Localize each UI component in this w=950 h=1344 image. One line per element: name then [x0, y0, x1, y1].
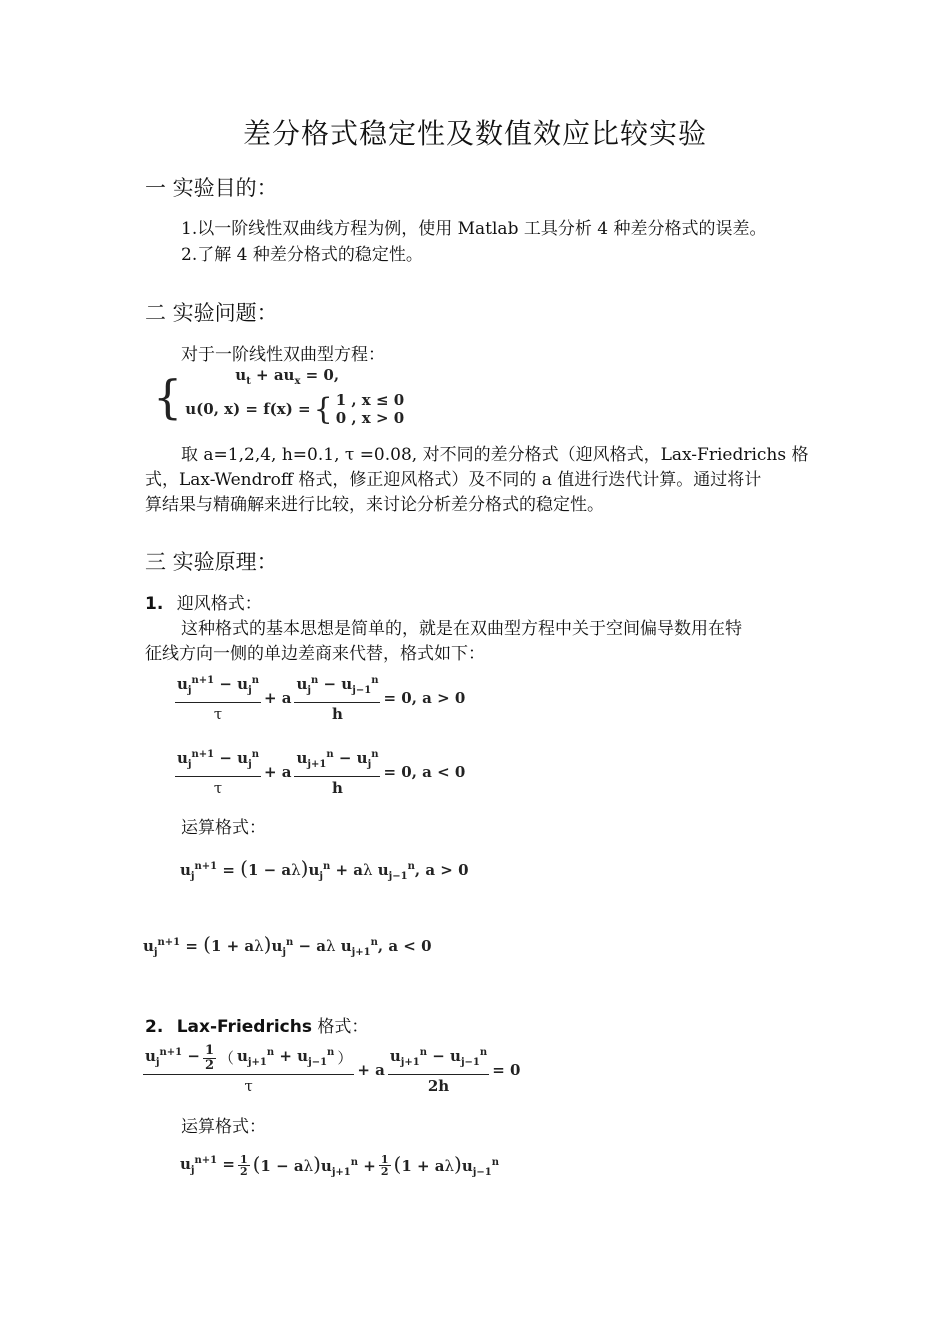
problem-paragraph-line1: 取 a=1,2,4, h=0.1, τ =0.08, 对不同的差分格式（迎风格式，Lax-Friedrichs 格 — [181, 445, 809, 465]
problem-intro: 对于一阶线性双曲型方程： — [181, 345, 385, 365]
equation-system: { $u_t + au_x = 0$, u(0, x) = f(x) = { 1 , x ≤ 0 0 , x > 0 — [153, 366, 405, 427]
sub1-number: 1. — [145, 594, 164, 614]
lax-friedrichs-operation: $u_j^{n+1}$ = $\frac{1}{2}$ $(1 - a\lambda)u_{j+1}^n$ + $\frac{1}{2}$ $(1 + a\lambda)u_{j-1}^n$ — [180, 1152, 499, 1178]
upwind-formula-negative: $\frac{u_j^{n+1} - u_j^n}{\tau}$ + a $\frac{u_{j+1}^n - u_j^n}{h}$ = 0, a < 0 — [175, 744, 465, 799]
problem-paragraph-line2: 式，Lax-Wendroff 格式，修正迎风格式）及不同的 a 值进行迭代计算。通过将计 — [145, 470, 762, 490]
purpose-item-1: 1.以一阶线性双曲线方程为例，使用 Matlab 工具分析 4 种差分格式的误差。 — [181, 219, 767, 239]
sub2-operation-label: 运算格式： — [181, 1117, 266, 1137]
sub2-name: Lax-Friedrichs — [176, 1017, 312, 1037]
sub1-heading — [145, 589, 262, 614]
upwind-operation-negative: $u_j^{n+1} = (1 + a\lambda)u_j^n - a\lambda$ $u_{j+1}^n$, a < 0 — [143, 932, 432, 958]
problem-paragraph-line3: 算结果与精确解来进行比较，来讨论分析差分格式的稳定性。 — [145, 495, 604, 515]
section-heading-purpose: 一 实验目的： — [145, 176, 278, 200]
section-heading-problem: 二 实验问题： — [145, 301, 278, 325]
sub1-line2: 征线方向一侧的单边差商来代替，格式如下： — [145, 644, 485, 664]
sub2-number: 2. — [145, 1017, 164, 1037]
sub1-operation-label: 运算格式： — [181, 818, 266, 838]
section-heading-principle: 三 实验原理： — [145, 550, 278, 574]
sub1-label: 迎风格式： — [176, 594, 262, 614]
sub2-label: 格式： — [317, 1017, 369, 1037]
purpose-item-2: 2.了解 4 种差分格式的稳定性。 — [181, 245, 423, 265]
upwind-formula-positive: $\frac{u_j^{n+1} - u_j^n}{\tau}$ + a $\frac{u_j^n - u_{j-1}^n}{h}$ = 0, a > 0 — [175, 670, 465, 725]
lax-friedrichs-formula: $u_j^{n+1}$ − $\frac{1}{2}$ （ $u_{j+1}^n + u_{j-1}^n$ ） τ + a $\frac{u_{j+1}^n - u_{j-1}^n}{2h}$ = 0 — [145, 1042, 521, 1095]
left-brace: { — [153, 369, 183, 424]
sub2-heading — [145, 1012, 368, 1037]
upwind-operation-positive: $u_j^{n+1} = (1 - a\lambda)u_j^n + a\lambda$ $u_{j-1}^n$, a > 0 — [180, 856, 469, 882]
sub1-line1: 这种格式的基本思想是简单的，就是在双曲型方程中关于空间偏导数用在特 — [181, 619, 742, 639]
page-title: 差分格式稳定性及数值效应比较实验 — [242, 117, 707, 150]
